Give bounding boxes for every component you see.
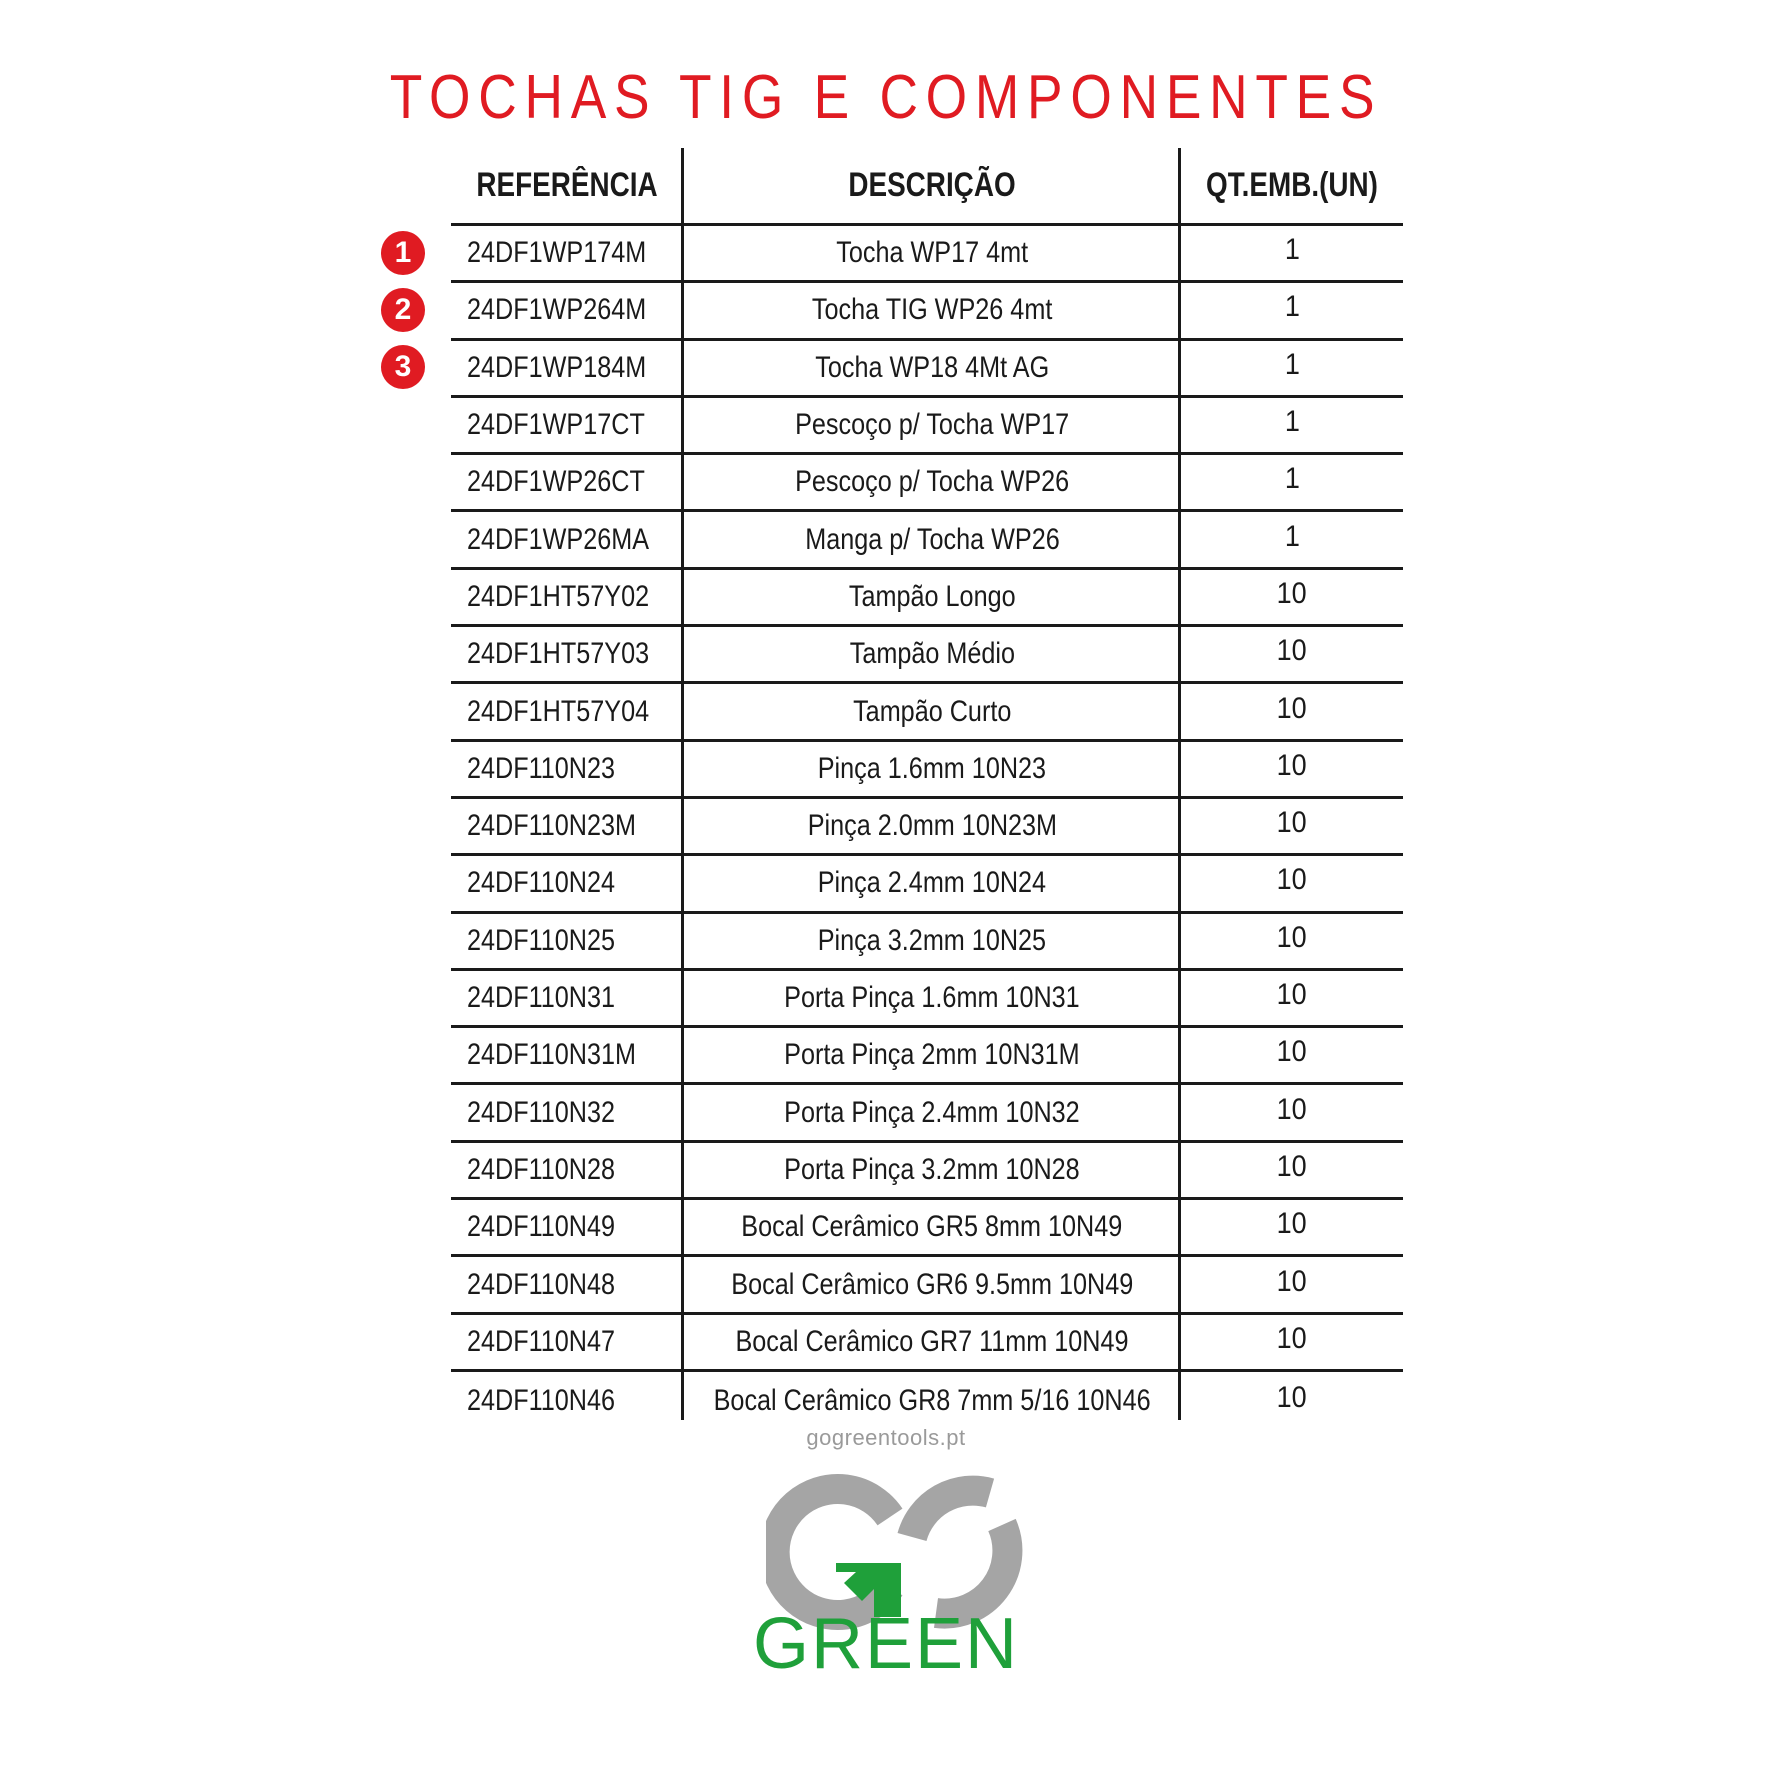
table-header xyxy=(451,148,1403,226)
description-cell-text: Pinça 2.0mm 10N23M xyxy=(807,809,1057,843)
reference-cell xyxy=(451,283,683,337)
table-row xyxy=(451,799,1403,856)
reference-cell-text: 24DF1WP17CT xyxy=(467,408,645,442)
description-cell-text: Manga p/ Tocha WP26 xyxy=(804,522,1060,556)
reference-cell xyxy=(451,1315,683,1369)
quantity-cell-text: 10 xyxy=(1276,576,1308,610)
description-cell-text: Pinça 3.2mm 10N25 xyxy=(817,923,1047,957)
reference-cell xyxy=(451,1028,683,1082)
quantity-cell xyxy=(1181,684,1403,738)
reference-cell xyxy=(451,971,683,1025)
table-row xyxy=(451,1086,1403,1143)
reference-cell-text: 24DF110N28 xyxy=(467,1152,616,1186)
description-cell xyxy=(683,1143,1181,1197)
quantity-cell-text: 10 xyxy=(1276,1035,1308,1069)
quantity-cell-text: 10 xyxy=(1276,1380,1308,1414)
reference-cell xyxy=(451,684,683,738)
quantity-cell-text: 10 xyxy=(1276,1207,1308,1241)
reference-cell-text: 24DF110N23 xyxy=(467,751,616,785)
reference-cell xyxy=(451,1086,683,1140)
table-row xyxy=(451,1315,1403,1372)
description-cell-text: Pescoço p/ Tocha WP17 xyxy=(794,408,1070,442)
quantity-cell xyxy=(1181,341,1403,395)
table-row xyxy=(451,1257,1403,1314)
reference-cell xyxy=(451,627,683,681)
description-cell-text: Pinça 1.6mm 10N23 xyxy=(817,751,1047,785)
table-row xyxy=(451,971,1403,1028)
description-cell-text: Bocal Cerâmico GR7 11mm 10N49 xyxy=(735,1324,1129,1358)
quantity-cell xyxy=(1181,226,1403,280)
table-row xyxy=(394,283,1403,340)
table-row xyxy=(451,570,1403,627)
quantity-cell xyxy=(1181,1143,1403,1197)
quantity-cell-text: 1 xyxy=(1284,405,1300,439)
table-row xyxy=(451,1028,1403,1085)
table-row xyxy=(451,742,1403,799)
quantity-cell-text: 10 xyxy=(1276,978,1308,1012)
quantity-cell xyxy=(1181,1257,1403,1311)
reference-cell xyxy=(451,398,683,452)
quantity-cell-text: 1 xyxy=(1284,233,1300,267)
reference-cell xyxy=(451,226,683,280)
reference-cell xyxy=(451,1143,683,1197)
description-cell xyxy=(683,1028,1181,1082)
quantity-cell xyxy=(1181,742,1403,796)
reference-cell xyxy=(451,455,683,509)
description-cell xyxy=(683,455,1181,509)
description-cell xyxy=(683,513,1181,567)
table-row xyxy=(451,684,1403,741)
reference-cell-text: 24DF110N46 xyxy=(467,1383,616,1417)
description-cell xyxy=(683,856,1181,910)
description-cell xyxy=(683,398,1181,452)
description-cell-text: Bocal Cerâmico GR6 9.5mm 10N49 xyxy=(731,1267,1133,1301)
logo-wordmark: GREEN xyxy=(752,1604,1020,1684)
quantity-cell xyxy=(1181,1372,1403,1429)
quantity-cell-text: 10 xyxy=(1276,863,1308,897)
reference-cell-text: 24DF1HT57Y02 xyxy=(467,579,650,613)
quantity-cell xyxy=(1181,570,1403,624)
quantity-cell xyxy=(1181,799,1403,853)
quantity-cell xyxy=(1181,1200,1403,1254)
description-cell-text: Bocal Cerâmico GR8 7mm 5/16 10N46 xyxy=(713,1383,1151,1417)
quantity-cell-text: 10 xyxy=(1276,1149,1308,1183)
description-cell-text: Pescoço p/ Tocha WP26 xyxy=(794,465,1070,499)
description-cell xyxy=(683,1200,1181,1254)
description-cell-text: Pinça 2.4mm 10N24 xyxy=(817,866,1047,900)
quantity-cell-text: 1 xyxy=(1284,519,1300,553)
quantity-cell-text: 1 xyxy=(1284,290,1300,324)
description-cell xyxy=(683,1315,1181,1369)
quantity-cell xyxy=(1181,398,1403,452)
quantity-cell-text: 1 xyxy=(1284,462,1300,496)
description-cell xyxy=(683,914,1181,968)
quantity-cell xyxy=(1181,455,1403,509)
description-cell xyxy=(683,627,1181,681)
quantity-cell-text: 10 xyxy=(1276,748,1308,782)
description-cell-text: Tampão Médio xyxy=(849,637,1015,671)
description-cell xyxy=(683,684,1181,738)
reference-cell-text: 24DF110N24 xyxy=(467,866,616,900)
description-cell xyxy=(683,283,1181,337)
reference-cell xyxy=(451,341,683,395)
description-cell-text: Tocha WP17 4mt xyxy=(836,236,1028,270)
quantity-cell-text: 10 xyxy=(1276,920,1308,954)
reference-cell-text: 24DF110N31 xyxy=(467,981,616,1015)
table-row xyxy=(451,1372,1403,1429)
header-quantidade: QT.EMB.(UN) xyxy=(1206,166,1378,204)
reference-cell xyxy=(451,1257,683,1311)
table-row xyxy=(451,455,1403,512)
quantity-cell xyxy=(1181,856,1403,910)
quantity-cell-text: 10 xyxy=(1276,691,1308,725)
quantity-cell xyxy=(1181,513,1403,567)
table-row xyxy=(394,341,1403,398)
quantity-cell xyxy=(1181,1315,1403,1369)
reference-cell-text: 24DF110N32 xyxy=(467,1095,616,1129)
description-cell xyxy=(683,226,1181,280)
reference-cell-text: 24DF1HT57Y04 xyxy=(467,694,650,728)
description-cell-text: Tocha TIG WP26 4mt xyxy=(811,293,1053,327)
description-cell-text: Porta Pinça 2.4mm 10N32 xyxy=(784,1095,1080,1129)
description-cell-text: Tampão Longo xyxy=(848,579,1016,613)
description-cell-text: Porta Pinça 3.2mm 10N28 xyxy=(784,1152,1080,1186)
reference-cell-text: 24DF1WP264M xyxy=(467,293,647,327)
quantity-cell xyxy=(1181,914,1403,968)
reference-cell-text: 24DF110N48 xyxy=(467,1267,616,1301)
website-text: gogreentools.pt xyxy=(806,1425,966,1450)
reference-cell xyxy=(451,914,683,968)
reference-cell xyxy=(451,1372,683,1429)
table-row xyxy=(451,513,1403,570)
quantity-cell-text: 1 xyxy=(1284,347,1300,381)
reference-cell xyxy=(451,513,683,567)
o-letter-arc-top xyxy=(912,1491,990,1537)
description-cell-text: Tampão Curto xyxy=(852,694,1012,728)
description-cell xyxy=(683,799,1181,853)
g-letter-arc xyxy=(775,1489,890,1615)
description-cell xyxy=(683,1257,1181,1311)
table-row xyxy=(451,1143,1403,1200)
reference-cell-text: 24DF1WP26MA xyxy=(467,522,650,556)
quantity-cell xyxy=(1181,627,1403,681)
page-title: TOCHAS TIG E COMPONENTES xyxy=(389,63,1383,132)
reference-cell-text: 24DF1HT57Y03 xyxy=(467,637,650,671)
reference-cell xyxy=(451,799,683,853)
reference-cell xyxy=(451,742,683,796)
reference-cell-text: 24DF1WP174M xyxy=(467,236,647,270)
reference-cell-text: 24DF110N49 xyxy=(467,1210,616,1244)
reference-cell xyxy=(451,856,683,910)
row-number-badge: 3 xyxy=(381,345,425,389)
header-referencia: REFERÊNCIA xyxy=(476,166,658,204)
quantity-cell xyxy=(1181,1028,1403,1082)
quantity-cell xyxy=(1181,971,1403,1025)
reference-cell-text: 24DF110N25 xyxy=(467,923,616,957)
description-cell xyxy=(683,1372,1181,1429)
quantity-cell-text: 10 xyxy=(1276,1264,1308,1298)
description-cell-text: Bocal Cerâmico GR5 8mm 10N49 xyxy=(741,1210,1123,1244)
reference-cell-text: 24DF110N47 xyxy=(467,1324,616,1358)
reference-cell-text: 24DF110N31M xyxy=(467,1038,637,1072)
quantity-cell xyxy=(1181,1086,1403,1140)
reference-cell-text: 24DF1WP26CT xyxy=(467,465,645,499)
description-cell xyxy=(683,570,1181,624)
quantity-cell-text: 10 xyxy=(1276,1321,1308,1355)
table-row xyxy=(451,914,1403,971)
header-descricao: DESCRIÇÃO xyxy=(848,166,1016,204)
table-row xyxy=(451,627,1403,684)
description-cell-text: Porta Pinça 1.6mm 10N31 xyxy=(784,981,1080,1015)
quantity-cell xyxy=(1181,283,1403,337)
reference-cell xyxy=(451,570,683,624)
reference-cell-text: 24DF110N23M xyxy=(467,809,637,843)
description-cell xyxy=(683,341,1181,395)
o-letter-arc-right xyxy=(936,1525,1007,1614)
description-cell xyxy=(683,742,1181,796)
row-number-badge: 2 xyxy=(381,288,425,332)
description-cell xyxy=(683,971,1181,1025)
table-row xyxy=(394,226,1403,283)
description-cell-text: Tocha WP18 4Mt AG xyxy=(815,350,1049,384)
quantity-cell-text: 10 xyxy=(1276,806,1308,840)
row-number-badge: 1 xyxy=(381,231,425,275)
reference-cell-text: 24DF1WP184M xyxy=(467,350,647,384)
quantity-cell-text: 10 xyxy=(1276,634,1308,668)
table-row xyxy=(451,1200,1403,1257)
table-row xyxy=(451,398,1403,455)
reference-cell xyxy=(451,1200,683,1254)
description-cell xyxy=(683,1086,1181,1140)
table-row xyxy=(451,856,1403,913)
description-cell-text: Porta Pinça 2mm 10N31M xyxy=(784,1038,1080,1072)
quantity-cell-text: 10 xyxy=(1276,1092,1308,1126)
